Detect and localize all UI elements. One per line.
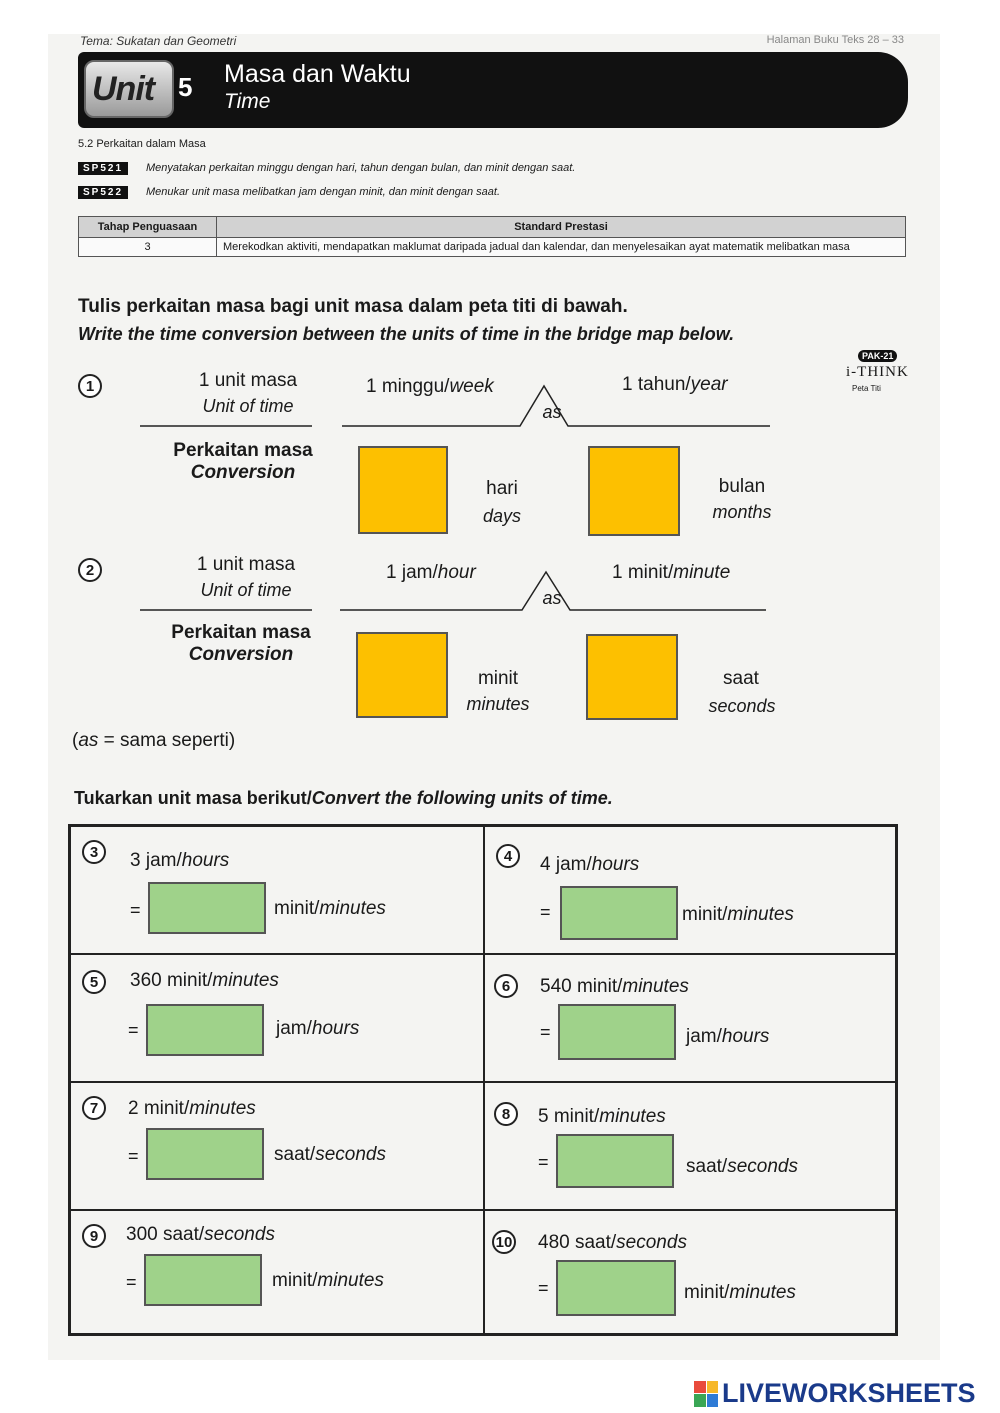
ithink-sublabel: Peta Titi bbox=[852, 384, 881, 393]
q10-answer-input[interactable] bbox=[556, 1260, 676, 1316]
unit-of-time-label-en-2: Unit of time bbox=[200, 580, 292, 600]
q8-equals: = bbox=[538, 1152, 549, 1172]
liveworksheets-logo bbox=[694, 1378, 976, 1409]
unit-of-time-label-en: Unit of time bbox=[202, 396, 294, 416]
q7-target-unit: saat/seconds bbox=[274, 1144, 386, 1165]
q9-target-unit: minit/minutes bbox=[272, 1270, 384, 1291]
bridge1-answer2-unit-en: months bbox=[712, 502, 772, 522]
bridge2-unit2: 1 minit/minute bbox=[612, 562, 731, 583]
sp2-badge: SP522 bbox=[78, 186, 128, 199]
table-cell-description: Merekodkan aktiviti, mendapatkan maklumat daripada jadual dan kalendar, dan menyelesaikan ayat matematik melibatkan masa bbox=[217, 238, 906, 257]
q5-equals: = bbox=[128, 1020, 139, 1040]
performance-table bbox=[78, 216, 906, 257]
bridge1-as-word: as bbox=[542, 402, 562, 422]
bridge2-unit1: 1 jam/hour bbox=[386, 562, 476, 583]
question-number-4: 4 bbox=[496, 844, 520, 868]
unit-word: Unit bbox=[92, 70, 155, 108]
question-number-7: 7 bbox=[82, 1096, 106, 1120]
bridge-instruction-en: Write the time conversion between the units of time in the bridge map below. bbox=[78, 324, 735, 344]
bridge2-answer2-unit-en: seconds bbox=[708, 696, 776, 716]
table-header-level: Tahap Penguasaan bbox=[79, 217, 217, 238]
bridge1-answer1-unit-en: days bbox=[482, 506, 522, 526]
answer-box-2b[interactable] bbox=[586, 634, 678, 720]
table-cell-level: 3 bbox=[79, 238, 217, 257]
conversion-grid bbox=[68, 824, 898, 1336]
as-note: (as = sama seperti) bbox=[72, 730, 236, 751]
answer-box-1b[interactable] bbox=[588, 446, 680, 536]
answer-box-2a[interactable] bbox=[356, 632, 448, 718]
q7-equals: = bbox=[128, 1146, 139, 1166]
q4-target-unit: minit/minutes bbox=[682, 904, 794, 925]
conversion-label-en: Conversion bbox=[190, 462, 296, 483]
bridge2-answer1-unit-en: minutes bbox=[466, 694, 530, 714]
q5-target-unit: jam/hours bbox=[276, 1018, 360, 1039]
bridge2-as-word: as bbox=[542, 588, 562, 608]
grid-cell-8 bbox=[484, 1082, 896, 1210]
unit-banner bbox=[78, 52, 908, 128]
sp2-text: Menukar unit masa melibatkan jam dengan minit, dan minit dengan saat. bbox=[146, 186, 501, 198]
q5-value: 360 minit/minutes bbox=[130, 970, 279, 991]
question-number-6: 6 bbox=[494, 974, 518, 998]
unit-title: Masa dan Waktu bbox=[224, 60, 411, 88]
conversion-label-en-2: Conversion bbox=[188, 644, 294, 665]
table-header-standard: Standard Prestasi bbox=[217, 217, 906, 238]
q4-answer-input[interactable] bbox=[560, 886, 678, 940]
unit-subtitle: Time bbox=[224, 90, 271, 113]
pak21-badge: PAK-21 bbox=[858, 350, 897, 362]
question-number-2: 2 bbox=[78, 558, 102, 582]
conversion-label-ms: Perkaitan masa bbox=[173, 440, 313, 461]
question-number-3: 3 bbox=[82, 840, 106, 864]
q5-answer-input[interactable] bbox=[146, 1004, 264, 1056]
grid-cell-3 bbox=[70, 826, 484, 954]
bridge1-answer1-unit-ms: hari bbox=[486, 478, 518, 499]
q10-target-unit: minit/minutes bbox=[684, 1282, 796, 1303]
unit-of-time-label-ms: 1 unit masa bbox=[198, 370, 298, 391]
q10-equals: = bbox=[538, 1278, 549, 1298]
bridge2-answer2-unit-ms: saat bbox=[723, 668, 759, 689]
q9-equals: = bbox=[126, 1272, 137, 1292]
bridge-instruction-ms: Tulis perkaitan masa bagi unit masa dalam peta titi di bawah. bbox=[78, 296, 628, 317]
q6-value: 540 minit/minutes bbox=[540, 976, 689, 997]
q6-answer-input[interactable] bbox=[558, 1004, 676, 1060]
bridge1-unit1: 1 minggu/week bbox=[366, 376, 494, 397]
q6-target-unit: jam/hours bbox=[686, 1026, 770, 1047]
ithink-label: i-THINK bbox=[846, 364, 909, 380]
q9-answer-input[interactable] bbox=[144, 1254, 262, 1306]
unit-number: 5 bbox=[178, 72, 193, 102]
q8-answer-input[interactable] bbox=[556, 1134, 674, 1188]
page-reference: Halaman Buku Teks 28 – 33 bbox=[766, 34, 904, 46]
q8-target-unit: saat/seconds bbox=[686, 1156, 798, 1177]
worksheet-page bbox=[48, 34, 940, 1360]
q8-value: 5 minit/minutes bbox=[538, 1106, 666, 1127]
theme-label: Tema: Sukatan dan Geometri bbox=[80, 34, 237, 48]
q3-target-unit: minit/minutes bbox=[274, 898, 386, 919]
question-number-8: 8 bbox=[494, 1102, 518, 1126]
grid-cell-6 bbox=[484, 954, 896, 1082]
sp1-badge: SP521 bbox=[78, 162, 128, 175]
q6-equals: = bbox=[540, 1022, 551, 1042]
question-number-1: 1 bbox=[78, 374, 102, 398]
conversion-label-ms-2: Perkaitan masa bbox=[171, 622, 311, 643]
section-title: 5.2 Perkaitan dalam Masa bbox=[78, 138, 206, 150]
bridge1-unit2: 1 tahun/year bbox=[622, 374, 728, 395]
q7-value: 2 minit/minutes bbox=[128, 1098, 256, 1119]
sp1-text: Menyatakan perkaitan minggu dengan hari, tahun dengan bulan, dan minit dengan saat. bbox=[146, 162, 576, 174]
liveworksheets-mark-icon bbox=[694, 1381, 718, 1407]
unit-of-time-label-ms-2: 1 unit masa bbox=[196, 554, 296, 575]
ithink-logo bbox=[838, 350, 908, 396]
q4-value: 4 jam/hours bbox=[540, 854, 640, 875]
q10-value: 480 saat/seconds bbox=[538, 1232, 687, 1253]
liveworksheets-brand: LIVEWORKSHEETS bbox=[722, 1378, 976, 1408]
q3-value: 3 jam/hours bbox=[130, 850, 230, 871]
q9-value: 300 saat/seconds bbox=[126, 1224, 275, 1245]
question-number-5: 5 bbox=[82, 970, 106, 994]
q3-answer-input[interactable] bbox=[148, 882, 266, 934]
convert-instruction: Tukarkan unit masa berikut/Convert the following units of time. bbox=[74, 788, 613, 808]
q7-answer-input[interactable] bbox=[146, 1128, 264, 1180]
bridge1-answer2-unit-ms: bulan bbox=[718, 476, 766, 497]
grid-cell-10 bbox=[484, 1210, 896, 1334]
question-number-9: 9 bbox=[82, 1224, 106, 1248]
q4-equals: = bbox=[540, 902, 551, 922]
answer-box-1a[interactable] bbox=[358, 446, 448, 534]
grid-cell-4 bbox=[484, 826, 896, 954]
question-number-10: 10 bbox=[492, 1230, 516, 1254]
q3-equals: = bbox=[130, 900, 141, 920]
bridge2-answer1-unit-ms: minit bbox=[477, 668, 519, 689]
